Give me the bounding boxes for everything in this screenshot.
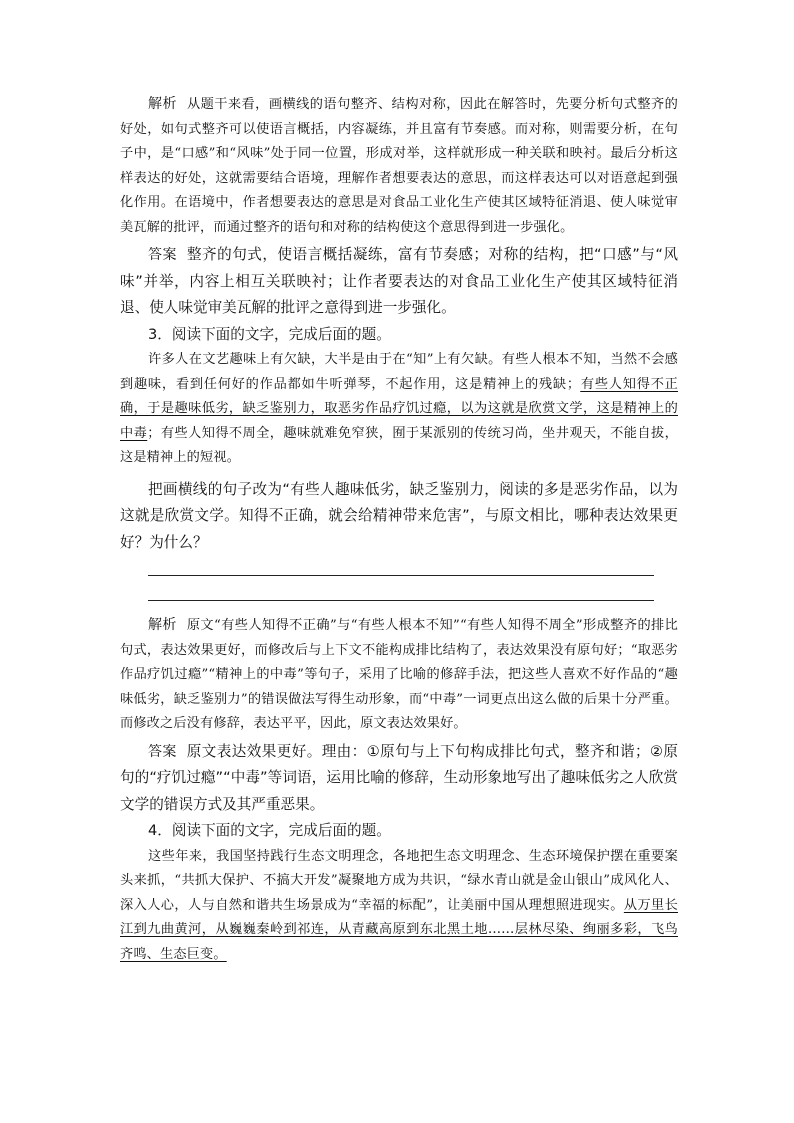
analysis-2	[120, 92, 678, 240]
content-column	[120, 92, 678, 967]
q3-passage-post: ；有些人知得不周全，趣味就难免窄狭，囿于某派别的传统习尚，坐井观天，不能自拔，这是精神上的短视。	[120, 425, 678, 465]
answer-3-text: 原文表达效果更好。理由：①原句与上下句构成排比句式，整齐和谐；②原句的“疗饥过瘾”“中毒”等词语，运用比喻的修辞，生动形象地写出了趣味低劣之人欣赏文学的错误方式及其严重恶果。	[120, 742, 679, 813]
analysis-3	[120, 613, 678, 737]
question-3-title: 3．阅读下面的文字，完成后面的题。	[148, 325, 391, 343]
q3-underlined-sentence: 有些人知得不正确，于是趣味低劣，缺乏鉴别力，取恶劣作品疗饥过瘾，以为这就是欣赏文学，这是精神上的中毒	[120, 376, 678, 441]
answer-label: 答案	[148, 743, 177, 760]
analysis-label: 解析	[148, 96, 177, 112]
q3-passage-pre: 许多人在文艺趣味上有欠缺，大半是由于在“知”上有欠缺。有些人根本不知，当然不会感到趣味，看到任何好的作品都如牛听弹琴，不起作用，这是精神上的残缺；	[120, 352, 678, 392]
question-3-passage	[120, 348, 678, 471]
question-3-prompt: 把画横线的句子改为“有些人趣味低劣，缺乏鉴别力，阅读的多是恶劣作品，以为这就是欣赏文学。知得不正确，就会给精神带来危害”，与原文相比，哪种表达效果更好？为什么？	[120, 480, 678, 551]
analysis-label: 解析	[148, 617, 177, 633]
answer-3	[120, 739, 678, 819]
analysis-3-text: 原文“有些人知得不正确”与“有些人根本不知”“有些人知得不周全”形成整齐的排比句式，表达效果更好，而修改后与上下文不能构成排比结构了，表达效果没有原句好；“取恶劣作品疗饥过瘾”“精神上的中毒”等句子，采用了比喻的修辞手法，把这些人喜欢不好作品的“趣味低劣，缺乏鉴别力”的错误做法写得生动形象，而“中毒”一词更点出这么做的后果十分严重。而修改之后没有修辞，表达平平，因此，原文表达效果好。	[120, 618, 678, 731]
question-4-passage	[120, 845, 678, 968]
analysis-2-text: 从题干来看，画横线的语句整齐、结构对称，因此在解答时，先要分析句式整齐的好处，如句式整齐可以使语言概括，内容凝练，并且富有节奏感。而对称，则需要分析，在句子中，是“口感”和“风味”处于同一位置，形成对举，这样就形成一种关联和映衬。最后分析这样表达的好处，这就需要结合语境，理解作者想要表达的意思，而这样表达可以对语意起到强化作用。在语境中，作者想要表达的意思是对食品工业化生产使其区域特征消退、使人味觉审美瓦解的批评，而通过整齐的语句和对称的结构使这个意思得到进一步强化。	[120, 97, 678, 235]
q4-passage-pre: 这些年来，我国坚持践行生态文明理念，各地把生态文明理念、生态环境保护摆在重要案头来抓，“共抓大保护、不搞大开发”凝聚地方成为共识，“绿水青山就是金山银山”成风化人、深入人心，人与自然和谐共生场景成为“幸福的标配”，让美丽中国从理想照进现实。	[120, 848, 678, 913]
question-4-title: 4．阅读下面的文字，完成后面的题。	[148, 822, 391, 839]
q4-underlined-sentence: 从万里长江到九曲黄河，从巍巍秦岭到祁连，从青藏高原到东北黑土地……层林尽染、绚丽多彩，飞鸟齐鸣、生态巨变。	[120, 897, 678, 962]
answer-label: 答案	[148, 247, 177, 263]
answer-2	[120, 242, 678, 322]
answer-2-text: 整齐的句式，使语言概括凝练，富有节奏感；对称的结构，把“口感”与“风味”并举，内容上相互关联映衬；让作者要表达的对食品工业化生产使其区域特征消退、使人味觉审美瓦解的批评之意得到进一步强化。	[120, 246, 678, 316]
